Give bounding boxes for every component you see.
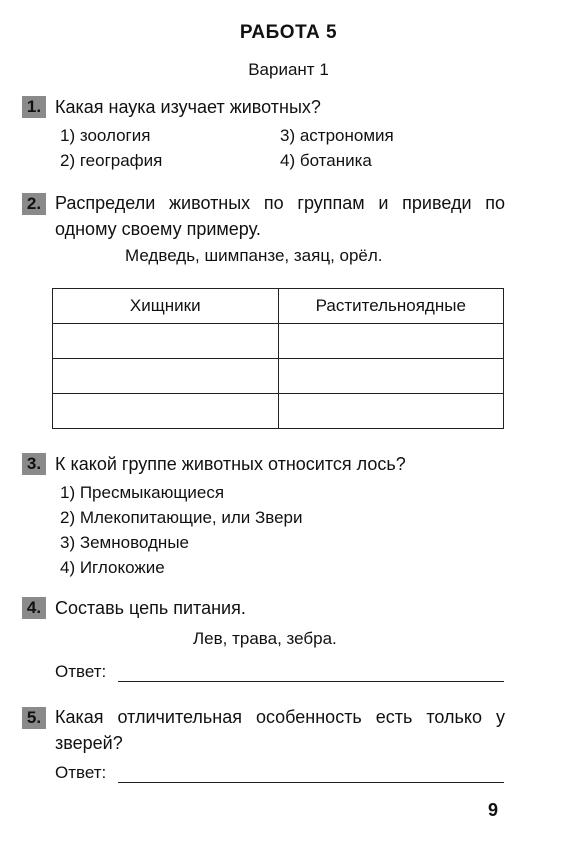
question-3-number: 3. (22, 453, 46, 475)
question-4-answer-label: Ответ: (55, 662, 107, 681)
question-4-answer-line[interactable] (118, 681, 504, 682)
question-1-option-1: 1) зоология (60, 126, 151, 145)
question-1-text: Какая наука изучает животных? (55, 97, 321, 117)
table-header-herbivores: Растительноядные (278, 289, 504, 324)
table-header-predators: Хищники (53, 289, 279, 324)
table-cell[interactable] (278, 359, 504, 394)
question-5-answer-label: Ответ: (55, 763, 107, 782)
table-cell[interactable] (278, 394, 504, 429)
question-4-text: Составь цепь питания. (55, 598, 246, 618)
question-3-option-3: 3) Земноводные (60, 533, 189, 552)
question-3-option-4: 4) Иглокожие (60, 558, 165, 577)
question-3-option-2: 2) Млекопитающие, или Звери (60, 508, 303, 527)
question-1-option-2: 2) география (60, 151, 163, 170)
page-number: 9 (488, 800, 499, 820)
question-1-option-4: 4) ботаника (280, 151, 372, 170)
question-2-number: 2. (22, 193, 46, 215)
table-cell[interactable] (278, 324, 504, 359)
question-5-answer-line[interactable] (118, 782, 504, 783)
question-5-number: 5. (22, 707, 46, 729)
question-5-text: Какая отличительная особенность есть только у зверей? (55, 707, 505, 753)
question-2-animals: Медведь, шимпанзе, заяц, орёл. (125, 246, 383, 265)
table-row (53, 394, 504, 429)
question-2-text: Распредели животных по группам и приведи по одному своему примеру. (55, 193, 505, 239)
variant-label: Вариант 1 (248, 60, 329, 79)
table-row (53, 359, 504, 394)
page-title: РАБОТА 5 (239, 22, 338, 43)
table-row (53, 324, 504, 359)
question-3-option-1: 1) Пресмыкающиеся (60, 483, 225, 502)
question-1-option-3: 3) астрономия (280, 126, 394, 145)
animal-groups-table (52, 288, 504, 429)
question-1-number: 1. (22, 96, 46, 118)
question-4-items: Лев, трава, зебра. (193, 629, 337, 648)
question-3-text: К какой группе животных относится лось? (55, 454, 406, 474)
table-cell[interactable] (53, 394, 279, 429)
table-cell[interactable] (53, 324, 279, 359)
table-cell[interactable] (53, 359, 279, 394)
question-4-number: 4. (22, 597, 46, 619)
